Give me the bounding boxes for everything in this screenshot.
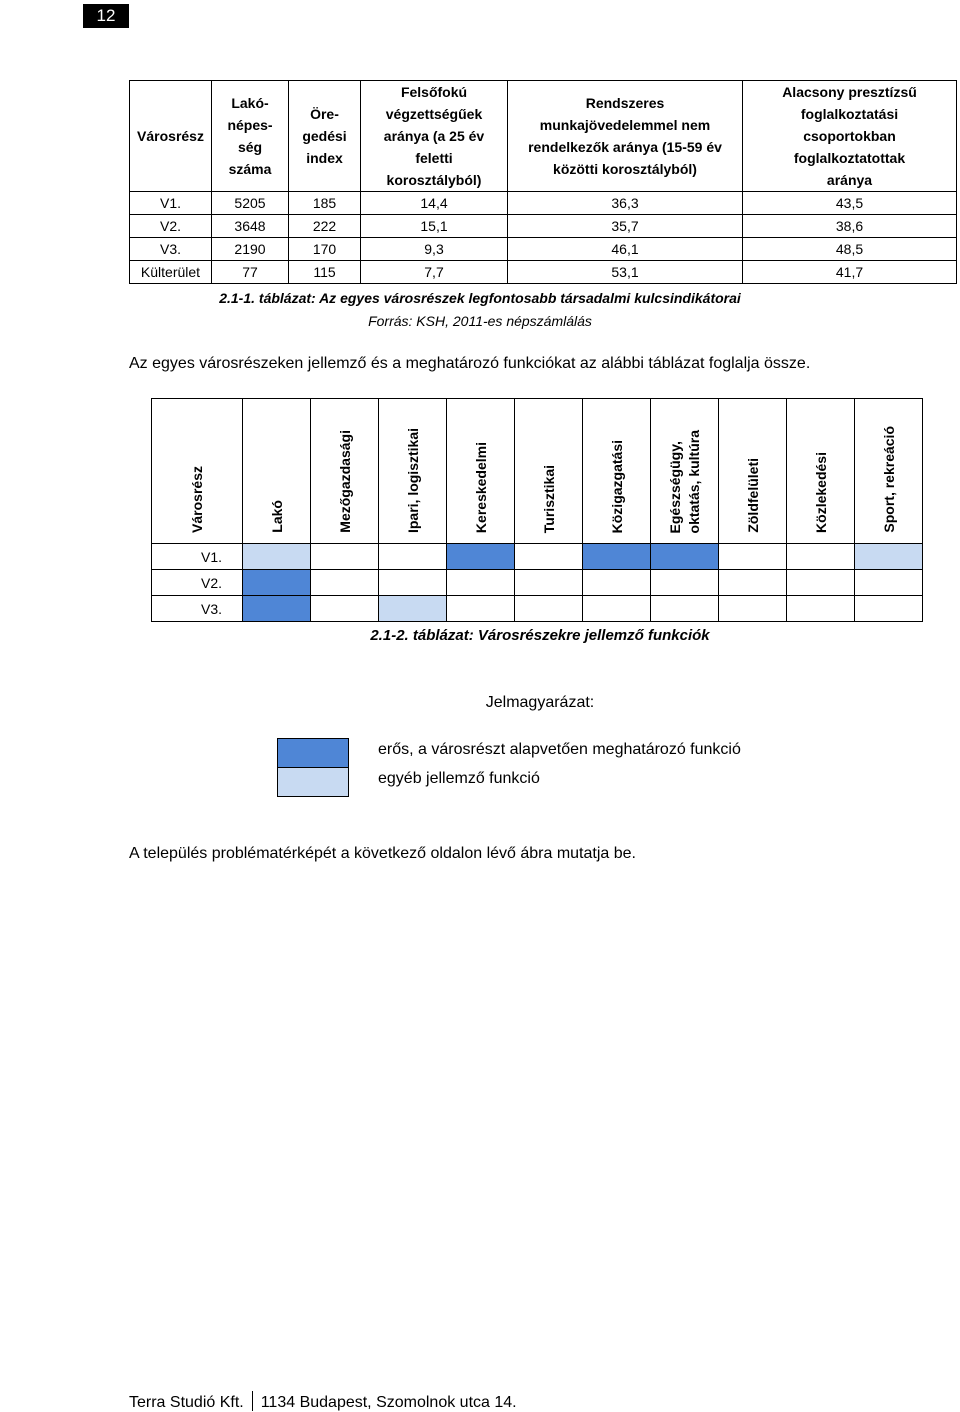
function-cell-empty — [379, 570, 447, 596]
table-row — [130, 215, 957, 238]
function-header-label: Ipari, logisztikai — [404, 427, 421, 533]
function-cell-strong — [447, 544, 515, 570]
function-cell-strong — [243, 570, 311, 596]
header-text: Öre- gedési index — [302, 106, 347, 166]
table1-caption: 2.1-1. táblázat: Az egyes városrészek legfontosabb társadalmi kulcsindikátorai — [219, 290, 741, 306]
function-header-label: Közigazgatási — [608, 439, 625, 533]
function-cell-empty — [515, 544, 583, 570]
header-text: Felsőfokú végzettségűek aránya (a 25 év feletti korosztályból) — [383, 84, 485, 188]
legend-strong-label: erős, a városrészt alapvetően meghatározó funkció — [378, 741, 741, 758]
table-row — [130, 261, 957, 284]
function-header-label: Mezőgazdasági — [336, 430, 353, 533]
header-text: Városrész — [137, 128, 204, 144]
function-cell-weak — [855, 544, 923, 570]
table-cell: 38,6 — [743, 215, 957, 238]
table-cell: 115 — [289, 261, 361, 284]
legend-title: Jelmagyarázat: — [485, 694, 595, 711]
header-cell — [508, 81, 743, 192]
function-header — [787, 399, 855, 544]
function-header — [719, 399, 787, 544]
table-header-row — [152, 399, 923, 544]
function-header-label: Egészségügy, oktatás, kultúra — [666, 429, 702, 533]
table1-source: Forrás: KSH, 2011-es népszámlálás — [368, 313, 592, 329]
table-cell: V3. — [130, 238, 212, 261]
function-header — [243, 399, 311, 544]
header-text: Lakó- népes- ség száma — [227, 95, 273, 177]
table-cell: 14,4 — [361, 192, 508, 215]
page-number: 12 — [83, 4, 129, 28]
function-cell-strong — [243, 596, 311, 622]
table-row — [152, 596, 923, 622]
table-cell: 5205 — [212, 192, 289, 215]
function-header-label: Turisztikai — [540, 464, 557, 533]
function-cell-empty — [379, 544, 447, 570]
table-cell: 185 — [289, 192, 361, 215]
footer-company: Terra Studió Kft. — [129, 1394, 244, 1411]
function-cell-empty — [447, 596, 515, 622]
function-cell-empty — [447, 570, 515, 596]
function-cell-weak — [243, 544, 311, 570]
footer-address: 1134 Budapest, Szomolnok utca 14. — [260, 1394, 517, 1411]
intro-paragraph: Az egyes városrészeken jellemző és a meghatározó funkciókat az alábbi táblázat foglalja össze. — [129, 355, 811, 372]
function-header — [447, 399, 515, 544]
legend-weak-label: egyéb jellemző funkció — [378, 770, 540, 787]
function-cell-empty — [855, 596, 923, 622]
table-cell: 7,7 — [361, 261, 508, 284]
table-cell: Külterület — [130, 261, 212, 284]
table-cell: 2190 — [212, 238, 289, 261]
function-cell-weak — [379, 596, 447, 622]
table-cell: V2. — [130, 215, 212, 238]
legend-swatch-weak — [277, 767, 349, 797]
function-cell-empty — [787, 596, 855, 622]
function-cell-empty — [311, 544, 379, 570]
header-cell — [743, 81, 957, 192]
function-header — [311, 399, 379, 544]
function-header-label: Kereskedelmi — [472, 441, 489, 533]
header-cell — [289, 81, 361, 192]
function-cell-empty — [651, 596, 719, 622]
table-cell: 36,3 — [508, 192, 743, 215]
footer-separator — [252, 1391, 253, 1411]
function-header-label: Városrész — [189, 466, 205, 533]
function-cell-strong — [583, 544, 651, 570]
function-cell-empty — [583, 596, 651, 622]
table2-caption: 2.1-2. táblázat: Városrészekre jellemző funkciók — [370, 627, 710, 644]
table-cell: 77 — [212, 261, 289, 284]
header-cell — [361, 81, 508, 192]
function-cell-empty — [311, 570, 379, 596]
table-cell: 53,1 — [508, 261, 743, 284]
header-text: Rendszeres munkajövedelemmel nem rendelkezők aránya (15-59 év közötti korosztályból) — [528, 95, 722, 177]
function-cell-empty — [787, 544, 855, 570]
table-cell: 9,3 — [361, 238, 508, 261]
function-header-label: Lakó — [268, 500, 285, 533]
function-cell-strong — [651, 544, 719, 570]
row-label: V2. — [152, 570, 243, 596]
function-cell-empty — [787, 570, 855, 596]
table-cell: 222 — [289, 215, 361, 238]
function-cell-empty — [311, 596, 379, 622]
function-header-label: Zöldfelületi — [744, 458, 761, 533]
header-cell — [130, 81, 212, 192]
function-header — [379, 399, 447, 544]
function-header — [855, 399, 923, 544]
table-header-row — [130, 81, 957, 192]
legend-swatch-strong — [277, 738, 349, 768]
function-cell-empty — [855, 570, 923, 596]
header-text: Alacsony presztízsű foglalkoztatási csoportokban foglalkoztatottak aránya — [782, 84, 917, 188]
function-header — [152, 399, 243, 544]
table-cell: 46,1 — [508, 238, 743, 261]
page-footer — [129, 1391, 517, 1412]
function-cell-empty — [719, 544, 787, 570]
table-row — [130, 238, 957, 261]
table-cell: V1. — [130, 192, 212, 215]
table-cell: 3648 — [212, 215, 289, 238]
function-header — [651, 399, 719, 544]
header-cell — [212, 81, 289, 192]
function-cell-empty — [515, 570, 583, 596]
table-cell: 15,1 — [361, 215, 508, 238]
table-cell: 170 — [289, 238, 361, 261]
function-cell-empty — [515, 596, 583, 622]
table-row — [130, 192, 957, 215]
table-cell: 48,5 — [743, 238, 957, 261]
function-header — [583, 399, 651, 544]
function-cell-empty — [651, 570, 719, 596]
table-cell: 43,5 — [743, 192, 957, 215]
row-label: V1. — [152, 544, 243, 570]
table-row — [152, 570, 923, 596]
table-row — [152, 544, 923, 570]
table-cell: 41,7 — [743, 261, 957, 284]
function-header-label: Sport, rekreáció — [880, 426, 897, 533]
table-cell: 35,7 — [508, 215, 743, 238]
function-cell-empty — [719, 570, 787, 596]
function-cell-empty — [583, 570, 651, 596]
social-indicators-table — [129, 80, 957, 284]
function-cell-empty — [719, 596, 787, 622]
row-label: V3. — [152, 596, 243, 622]
function-header-label: Közlekedési — [812, 452, 829, 533]
functions-table — [151, 398, 923, 622]
function-header — [515, 399, 583, 544]
closing-paragraph: A település problématérképét a következő oldalon lévő ábra mutatja be. — [129, 845, 636, 862]
